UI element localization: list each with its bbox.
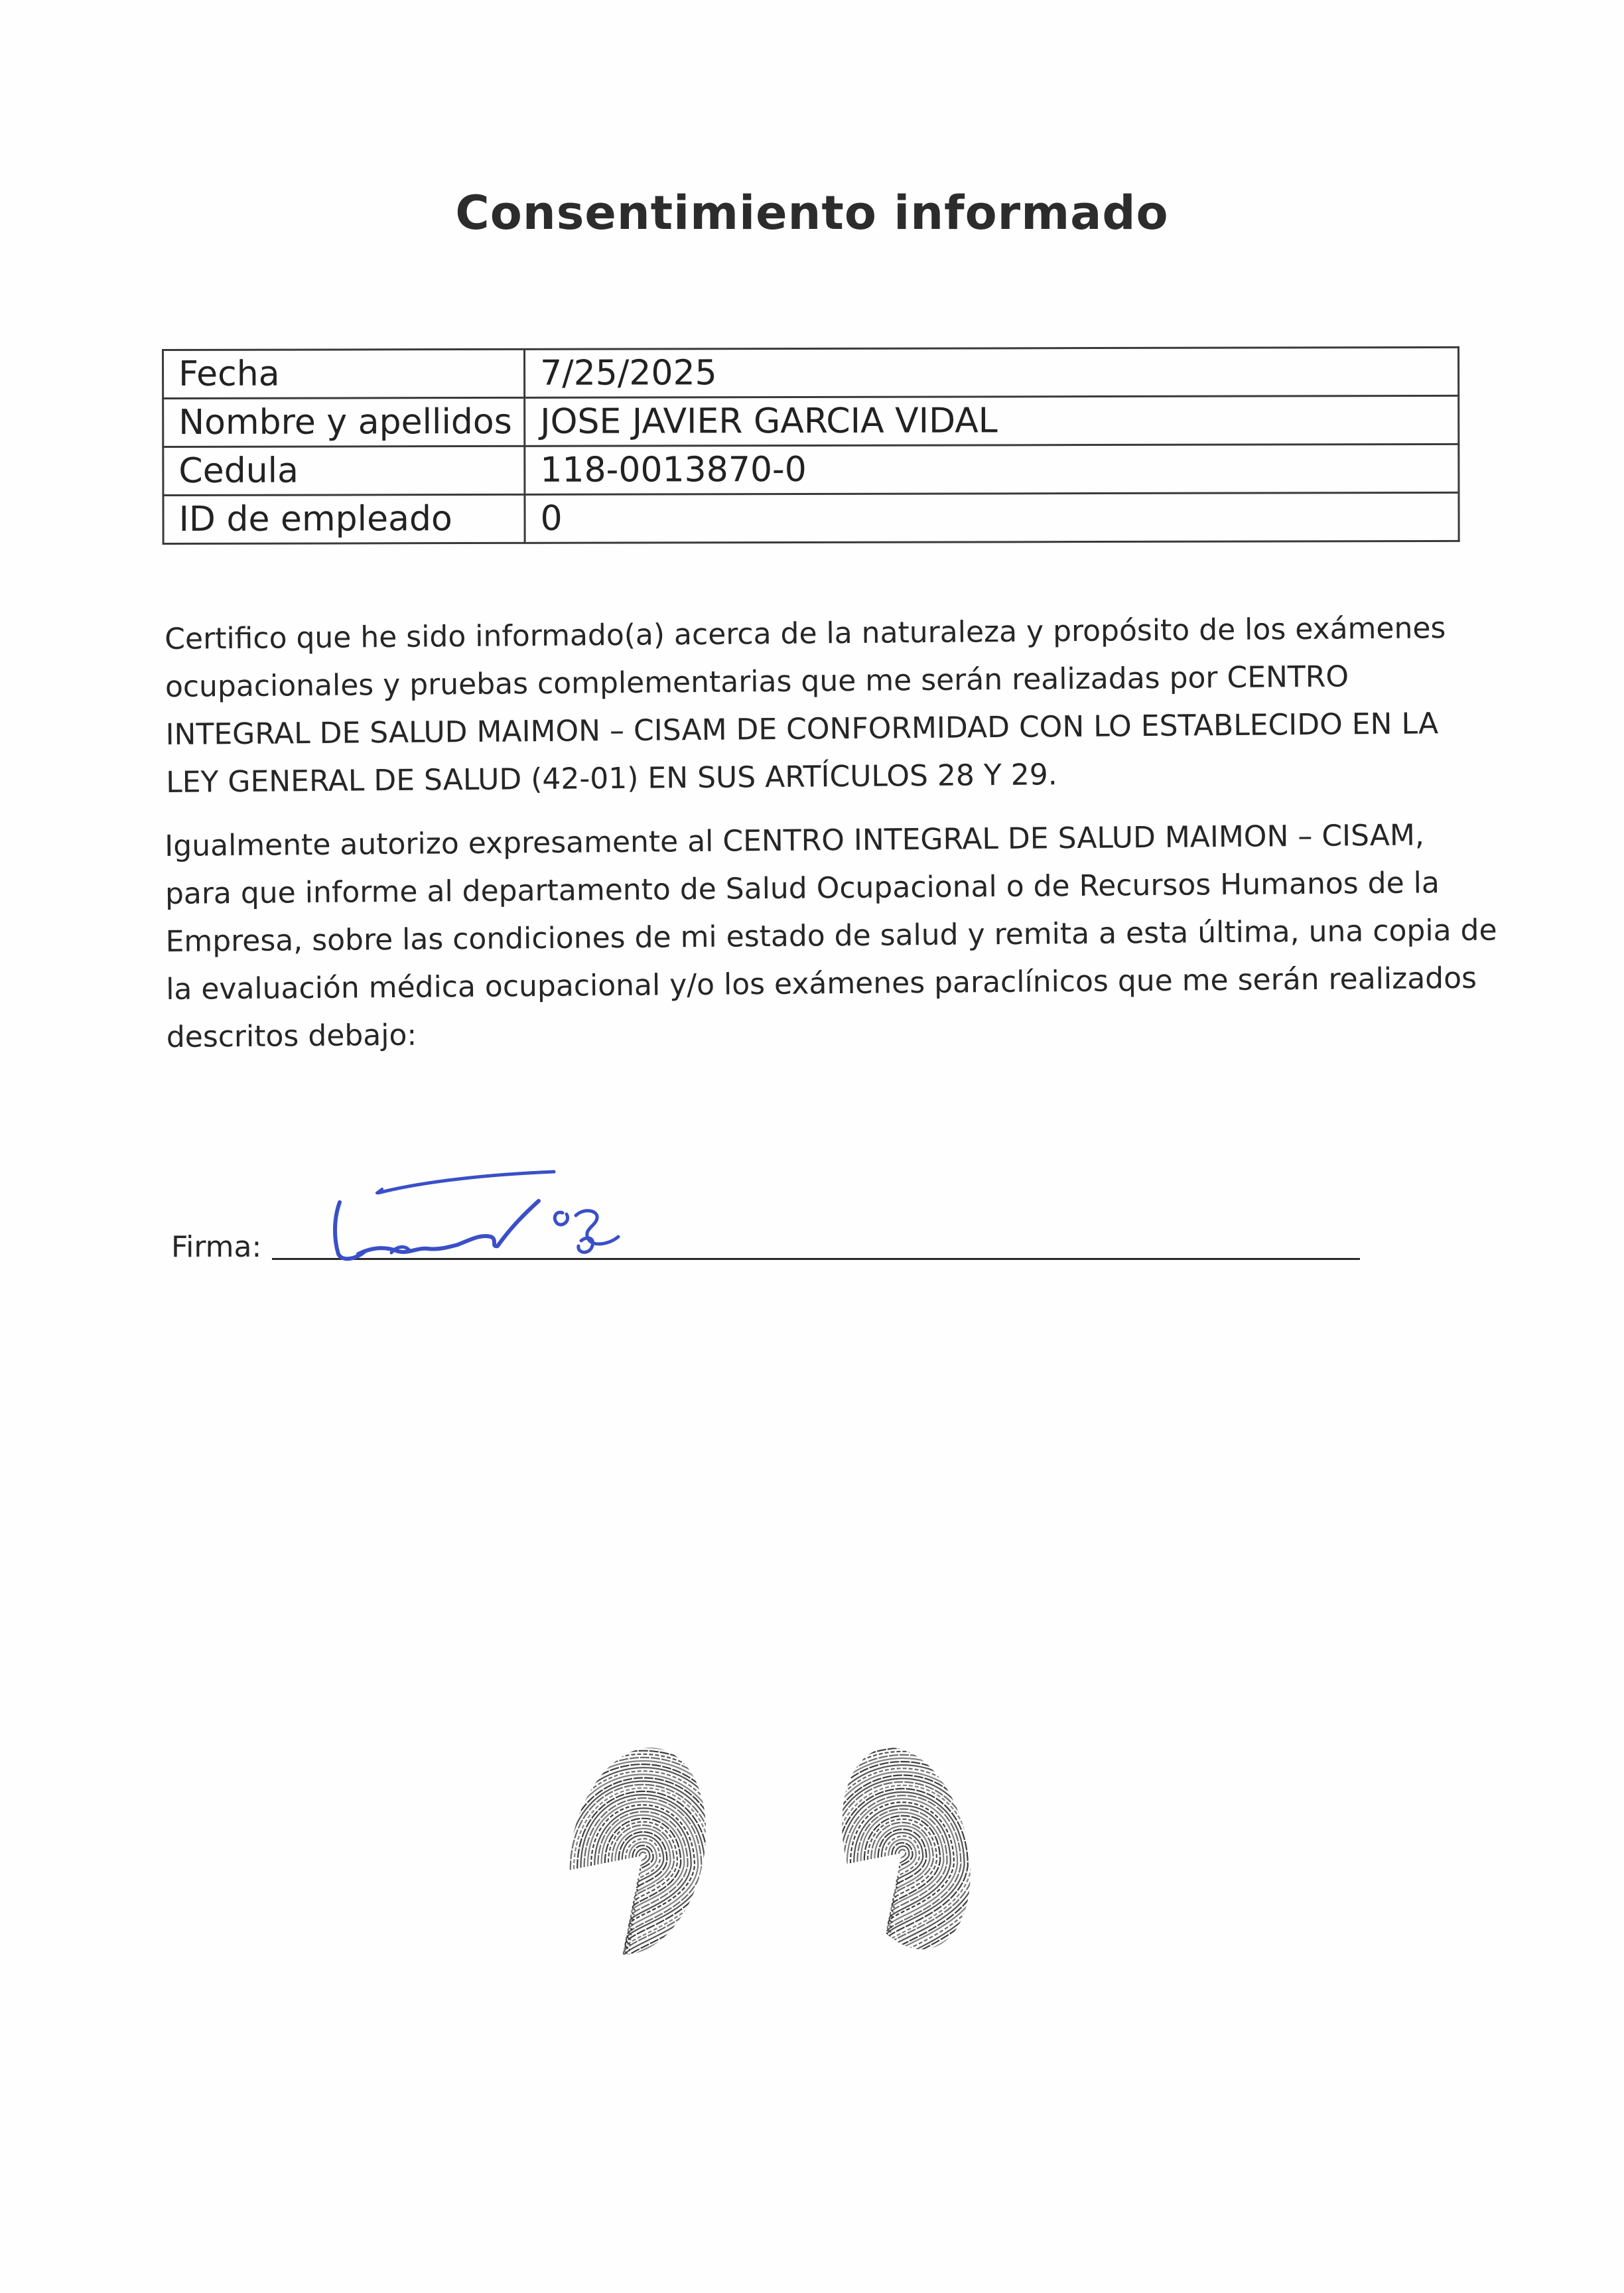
fingerprint-ridges [833, 1736, 979, 1961]
field-value-id-empleado: 0 [525, 492, 1459, 543]
table-row [163, 395, 1459, 447]
field-label-fecha: Fecha [163, 349, 525, 398]
paragraph-line: descritos debajo: [166, 1018, 417, 1054]
handwritten-signature [292, 1154, 663, 1274]
field-label-id-empleado: ID de empleado [163, 494, 525, 543]
table-row [163, 492, 1459, 543]
document-title: Consentimiento informado [455, 186, 1169, 240]
field-value-fecha: 7/25/2025 [525, 347, 1459, 397]
certification-paragraph [165, 604, 1466, 807]
info-table [162, 346, 1460, 545]
signature-label: Firma: [171, 1230, 262, 1264]
field-label-nombre: Nombre y apellidos [163, 397, 525, 447]
table-row [163, 444, 1459, 495]
fingerprint-ridges [561, 1738, 714, 1964]
paragraph-line: Igualmente autorizo expresamente al CENTRO INTEGRAL DE SALUD MAIMON – CISAM, [165, 818, 1425, 863]
authorization-paragraph [165, 811, 1497, 1062]
paragraph-line: Certifico que he sido informado(a) acerca de la naturaleza y propósito de los exámenes [165, 611, 1446, 656]
fingerprint-ridge [871, 1823, 933, 1898]
fingerprint-left [561, 1738, 714, 1964]
paragraph-line: Empresa, sobre las condiciones de mi estado de salud y remita a esta última, una copia de [165, 913, 1497, 959]
paragraph-line: para que informe al departamento de Salud Ocupacional o de Recursos Humanos de la [165, 866, 1440, 911]
fingerprint-ridge [636, 1848, 650, 1865]
field-value-cedula: 118-0013870-0 [525, 444, 1459, 494]
paragraph-line: ocupacionales y pruebas complementarias que me serán realizadas por CENTRO [165, 660, 1349, 704]
paragraph-line: INTEGRAL DE SALUD MAIMON – CISAM DE CONFORMIDAD CON LO ESTABLECIDO EN LA [165, 707, 1439, 752]
table-row [163, 347, 1459, 398]
fingerprint-ridge [899, 1850, 906, 1858]
fingerprint-ridge [640, 1852, 646, 1861]
signature-strokes [335, 1172, 618, 1259]
fingerprint-ridge [896, 1846, 910, 1862]
fingerprint-right [833, 1736, 979, 1961]
paragraph-line: la evaluación médica ocupacional y/o los exámenes paraclínicos que me serán realizados [165, 961, 1477, 1007]
field-value-nombre: JOSE JAVIER GARCIA VIDAL [525, 395, 1459, 446]
field-label-cedula: Cedula [163, 446, 525, 495]
fingerprint-ridge [612, 1825, 674, 1900]
paragraph-line: LEY GENERAL DE SALUD (42-01) EN SUS ARTÍCULOS 28 Y 29. [165, 758, 1057, 799]
